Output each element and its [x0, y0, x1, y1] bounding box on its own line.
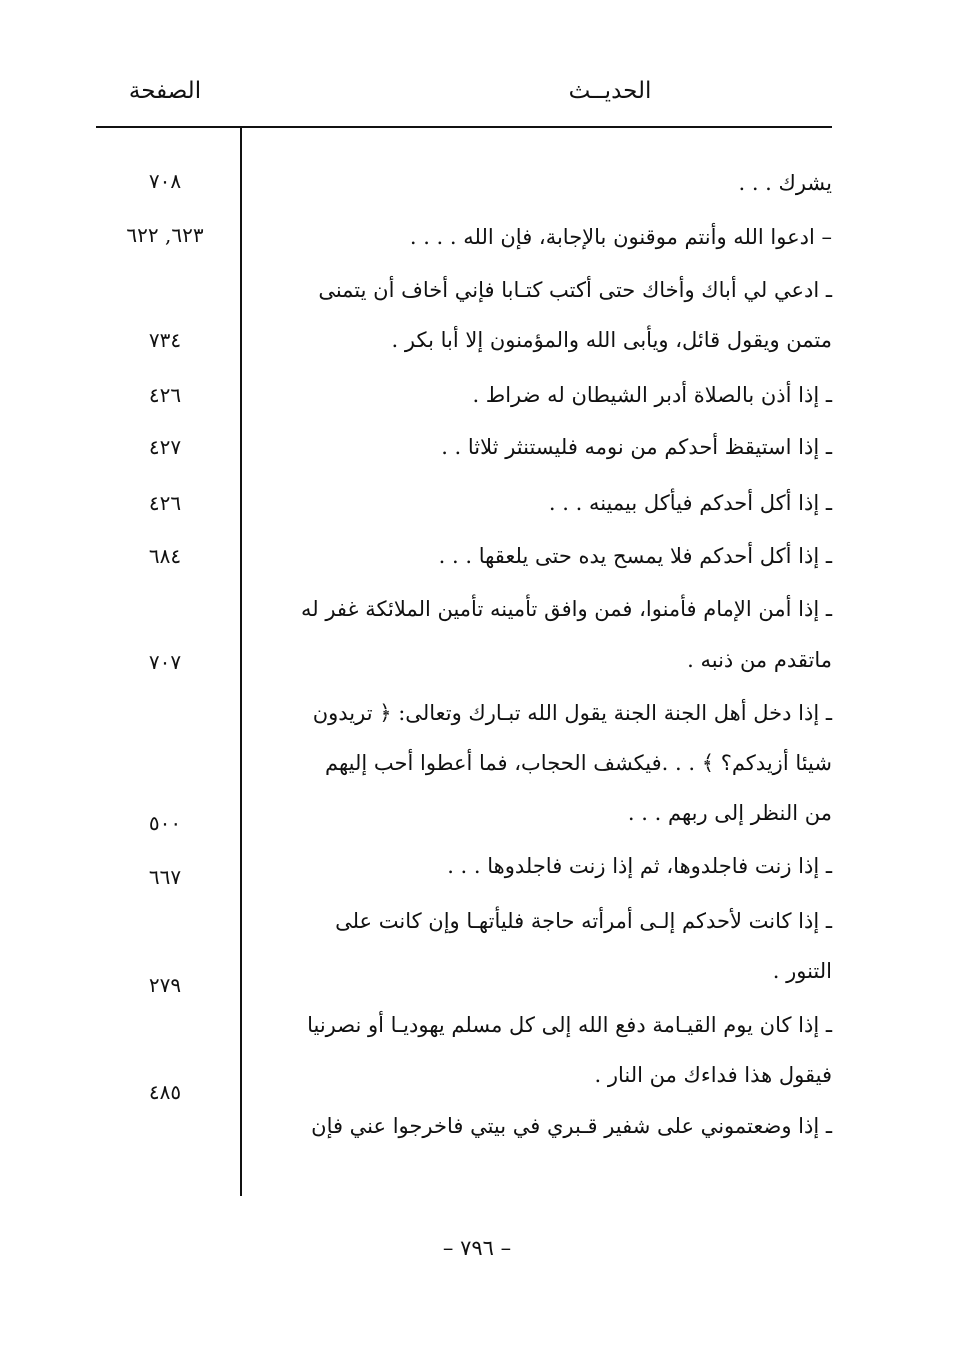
- hadith-line: ـ إذا زنت فاجلدوها، ثم إذا زنت فاجلدوها . . .: [447, 854, 832, 878]
- hadith-line: ـ إذا كانت لأحدكم إلـى أمرأته حاجة فليأتهـا وإن كانت على: [335, 909, 832, 933]
- page-number: ٦٢٣, ٦٢٢: [126, 223, 204, 247]
- column-divider: [240, 127, 242, 1196]
- hadith-line: ـ إذا أذن بالصلاة أدبر الشيطان له ضراط .: [472, 383, 832, 407]
- hadith-line: ماتقدم من ذنبه .: [687, 648, 832, 672]
- page-number: ٧٠٧: [148, 650, 182, 674]
- hadith-line: يشرك . . .: [738, 171, 832, 195]
- hadith-line: ـ إذا استيقظ أحدكم من نومه فليستنثر ثلاثا . .: [441, 435, 832, 459]
- hadith-line: ـ إذا أمن الإمام فأمنوا، فمن وافق تأمينه تأمين الملائكة غفر له: [301, 597, 832, 621]
- header-rule: [96, 126, 832, 128]
- page-number: ٤٢٧: [148, 435, 182, 459]
- page-number: ٤٨٥: [148, 1080, 182, 1104]
- hadith-line: ـ إذا كان يوم القيـامة دفع الله إلى كل مسلم يهوديـا أو نصرنيا: [307, 1013, 832, 1037]
- column-header-page: الصفحة: [128, 78, 202, 104]
- hadith-line: فيقول هذا فداءك من النار .: [594, 1063, 832, 1087]
- hadith-line: ـ ادعي لي أباك وأخاك حتى أكتب كتـابا فإني أخاف أن يتمنى: [318, 278, 832, 302]
- column-header-hadith: الحديــث: [568, 78, 652, 104]
- hadith-line: ـ إذا أكل أحدكم فلا يمسح يده حتى يلعقها . . .: [438, 544, 832, 568]
- hadith-line: شيئا أزيدكم؟ ﴾ . . .فيكشف الحجاب، فما أعطوا أحب إليهم: [325, 751, 832, 775]
- page-number: ٢٧٩: [148, 973, 182, 997]
- hadith-line: – ادعوا الله وأنتم موقنون بالإجابة، فإن الله . . . .: [409, 225, 832, 249]
- hadith-line: ـ إذا دخل أهل الجنة الجنة يقول الله تبـارك وتعالى: ﴿ تريدون: [312, 701, 832, 725]
- page-number: ٧٠٨: [148, 169, 182, 193]
- hadith-line: متمن ويقول قائل، ويأبى الله والمؤمنون إلا أبا بكر .: [391, 328, 832, 352]
- page-number: ٦٦٧: [148, 865, 182, 889]
- page-number: ٦٨٤: [148, 544, 182, 568]
- hadith-line: ـ إذا أكل أحدكم فيأكل بيمينه . . .: [548, 491, 832, 515]
- hadith-line: ـ إذا وضعتموني على شفير قـبري في بيتي فاخرجوا عني فإن: [311, 1114, 832, 1138]
- hadith-line: التنور .: [772, 959, 832, 983]
- page-number: ٤٢٦: [148, 383, 182, 407]
- page-number: ٥٠٠: [148, 811, 182, 835]
- page-number: ٤٢٦: [148, 491, 182, 515]
- page-number: ٧٣٤: [148, 328, 182, 352]
- hadith-line: من النظر إلى ربهم . . .: [627, 801, 832, 825]
- page-footer-number: – ٧٩٦ –: [442, 1236, 512, 1260]
